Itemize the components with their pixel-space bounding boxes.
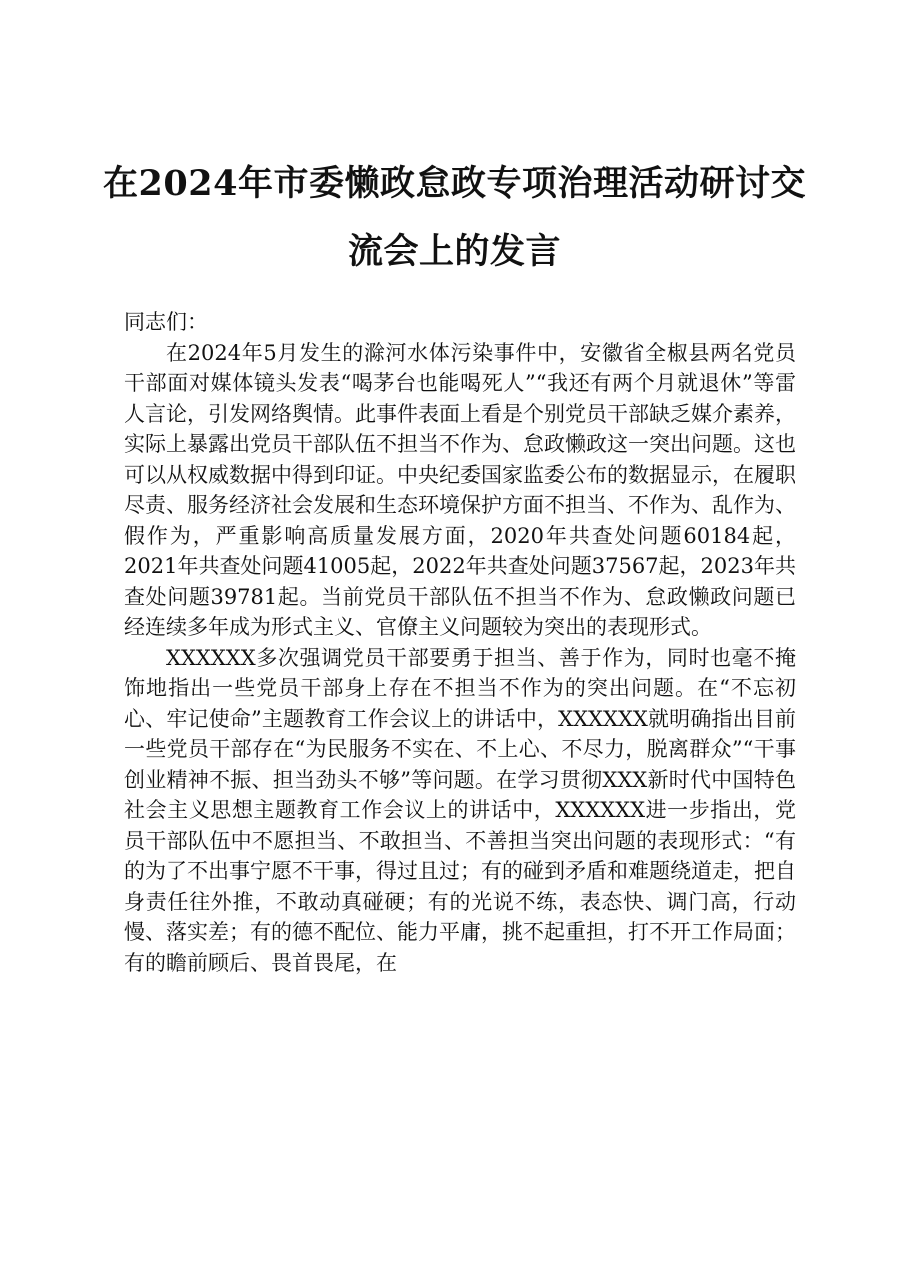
document-title xyxy=(96,150,813,286)
greeting: 同志们： xyxy=(124,310,208,334)
paragraph-2: XXXXXX多次强调党员干部要勇于担当、善于作为，同时也毫不掩饰地指出一些党员干部身上存在不担当不作为的突出问题。在“不忘初心、牢记使命”主题教育工作会议上的讲话中，XXXXXX就明确指出目前一些党员干部存在“为民服务不实在、不上心、不尽力，脱离群众”“干事创业精神不振、担当劲头不够”等问题。在学习贯彻XXX新时代中国特色社会主义思想主题教育工作会议上的讲话中，XXXXXX进一步指出，党员干部队伍中不愿担当、不敢担当、不善担当突出问题的表现形式：“有的为了不出事宁愿不干事，得过且过；有的碰到矛盾和难题绕道走，把自身责任往外推，不敢动真碰硬；有的光说不练，表态快、调门高，行动慢、落实差；有的德不配位、能力平庸，挑不起重担，打不开工作局面；有的瞻前顾后、畏首畏尾，在 xyxy=(124,645,796,975)
paragraph-1: 在2024年5月发生的滁河水体污染事件中，安徽省全椒县两名党员干部面对媒体镜头发表“喝茅台也能喝死人”“我还有两个月就退休”等雷人言论，引发网络舆情。此事件表面上看是个别党员干部缺乏媒介素养，实际上暴露出党员干部队伍不担当不作为、怠政懒政这一突出问题。这也可以从权威数据中得到印证。中央纪委国家监委公布的数据显示，在履职尽责、服务经济社会发展和生态环境保护方面不担当、不作为、乱作为、假作为，严重影响高质量发展方面，2020年共查处问题60184起，2021年共查处问题41005起，2022年共查处问题37567起，2023年共查处问题39781起。当前党员干部队伍不担当不作为、怠政懒政问题已经连续多年成为形式主义、官僚主义问题较为突出的表现形式。 xyxy=(124,340,796,639)
document-body xyxy=(124,307,796,978)
title-line-2: 流会上的发言 xyxy=(347,231,561,272)
title-line-1: 在2024年市委懒政怠政专项治理活动研讨交 xyxy=(103,163,806,204)
